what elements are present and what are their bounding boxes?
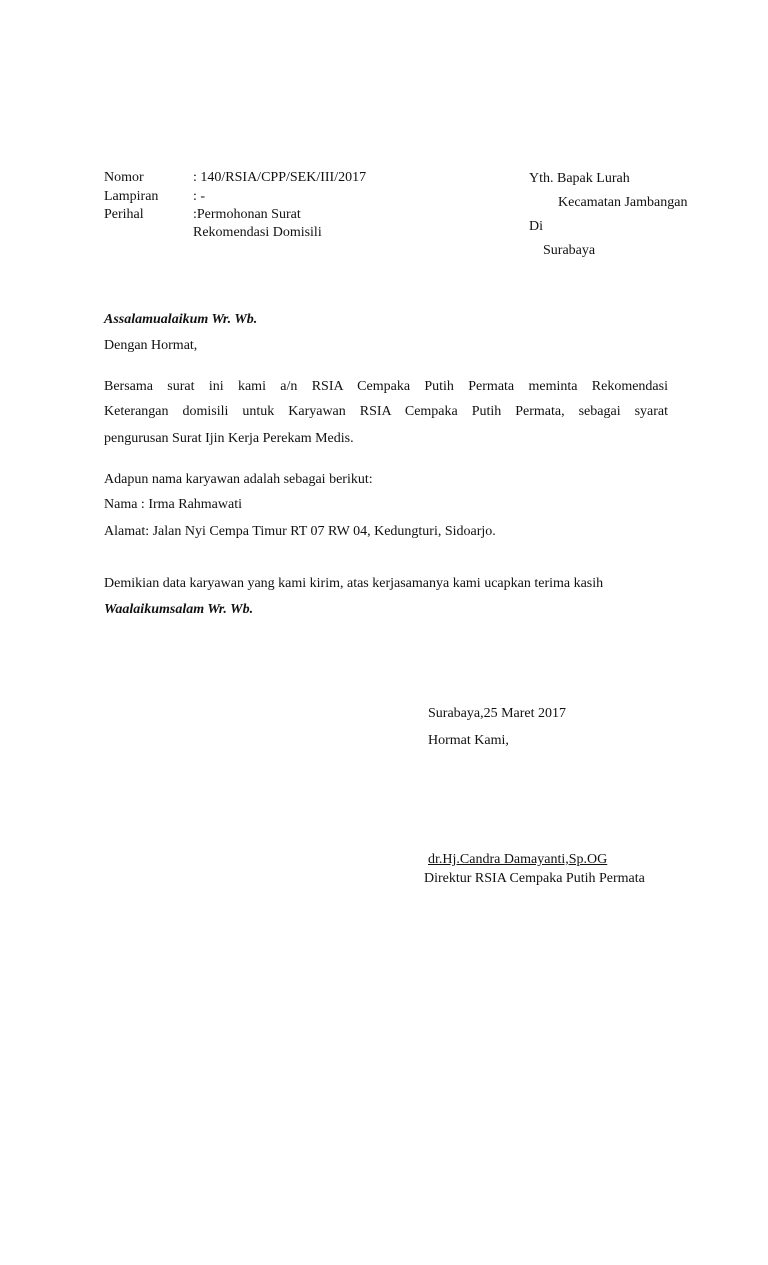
para1-line1: Bersama surat ini kami a/n RSIA Cempaka Putih Permata meminta Rekomendasi	[104, 379, 668, 394]
perihal-value-line2: Rekomendasi Domisili	[193, 225, 322, 240]
employee-intro: Adapun nama karyawan adalah sebagai berikut:	[104, 472, 373, 487]
greeting: Assalamualaikum Wr. Wb.	[104, 312, 258, 327]
employee-name: Nama : Irma Rahmawati	[104, 497, 243, 512]
para1-line3: pengurusan Surat Ijin Kerja Perekam Medis.	[104, 431, 354, 446]
signatory-title: Direktur RSIA Cempaka Putih Permata	[424, 871, 645, 886]
employee-address: Alamat: Jalan Nyi Cempa Timur RT 07 RW 04, Kedungturi, Sidoarjo.	[104, 524, 496, 539]
lampiran-value: : -	[193, 189, 206, 204]
lampiran-label: Lampiran	[104, 189, 159, 204]
salutation: Dengan Hormat,	[104, 338, 198, 353]
farewell: Waalaikumsalam Wr. Wb.	[104, 602, 254, 617]
recipient-line1: Yth. Bapak Lurah	[529, 171, 630, 186]
place-date: Surabaya,25 Maret 2017	[428, 706, 567, 721]
recipient-line3: Di	[529, 219, 543, 234]
signatory-name: dr.Hj.Candra Damayanti,Sp.OG	[428, 852, 608, 867]
nomor-value: : 140/RSIA/CPP/SEK/III/2017	[193, 170, 367, 185]
para1-line2: Keterangan domisili untuk Karyawan RSIA Cempaka Putih Permata, sebagai syarat	[104, 404, 668, 419]
recipient-line2: Kecamatan Jambangan	[558, 195, 688, 210]
perihal-value-line1: :Permohonan Surat	[193, 207, 301, 222]
closing-text: Demikian data karyawan yang kami kirim, atas kerjasamanya kami ucapkan terima kasih	[104, 576, 604, 591]
nomor-label: Nomor	[104, 170, 144, 185]
regards: Hormat Kami,	[428, 733, 509, 748]
perihal-label: Perihal	[104, 207, 144, 222]
recipient-line4: Surabaya	[543, 243, 596, 258]
